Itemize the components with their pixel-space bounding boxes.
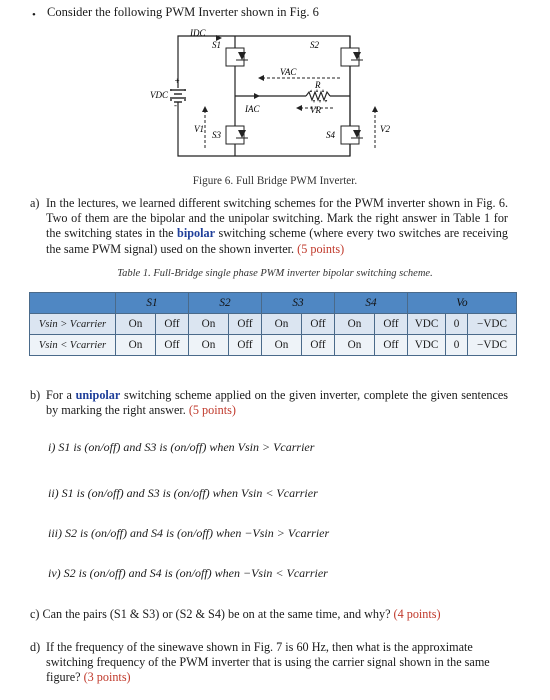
cell-option[interactable]: VDC	[408, 335, 446, 356]
label-s1: S1	[212, 40, 221, 50]
cell-option[interactable]: VDC	[408, 314, 446, 335]
label-vr: VR	[310, 105, 321, 115]
cell-option[interactable]: Off	[302, 314, 335, 335]
label-vac: VAC	[280, 67, 297, 77]
row-condition: Vsin > Vcarrier	[30, 314, 116, 335]
label-vdc: VDC	[150, 90, 168, 100]
cell-option[interactable]: On	[116, 314, 156, 335]
question-b-highlight: unipolar	[75, 388, 121, 402]
question-a-points: (5 points)	[297, 241, 345, 256]
label-plus: +	[174, 76, 181, 86]
cell-option[interactable]: Off	[156, 335, 189, 356]
switch-s1	[226, 48, 248, 66]
cell-option[interactable]: Off	[229, 335, 262, 356]
question-c-label: c)	[30, 607, 40, 621]
cell-option[interactable]: On	[335, 314, 375, 335]
header-empty	[30, 293, 116, 314]
header-s2: S2	[189, 293, 262, 314]
question-b-item-1: i) S1 is (on/off) and S3 is (on/off) when Vsin > Vcarrier	[48, 440, 315, 454]
label-v1: V1	[194, 124, 204, 134]
table-row	[30, 314, 517, 335]
cell-option[interactable]: Off	[375, 335, 408, 356]
cell-option[interactable]: Off	[156, 314, 189, 335]
intro-text: Consider the following PWM Inverter shown in Fig. 6	[47, 5, 319, 19]
question-c-text: Can the pairs (S1 & S3) or (S2 & S4) be on at the same time, and why?	[42, 607, 394, 621]
question-a-text-before: In the lectures, we learned different switching schemes for the PWM inverter shown in Fig. 6. Two of them are the bipolar and the unipolar switching. Mark the right answer in Table 1 for the switching states in the	[46, 196, 508, 241]
header-s3: S3	[262, 293, 335, 314]
cell-option[interactable]: On	[189, 314, 229, 335]
question-d	[30, 640, 508, 685]
question-d-label: d)	[30, 640, 41, 654]
question-b-text-after: switching scheme applied on the given inverter, complete the given sentences by marking the right answer.	[46, 388, 509, 417]
cell-option[interactable]: −VDC	[468, 335, 517, 356]
cell-option[interactable]: −VDC	[468, 314, 517, 335]
question-b-points: (5 points)	[188, 403, 236, 417]
switch-s4	[341, 126, 363, 144]
label-s3: S3	[212, 130, 221, 140]
question-a-label: a)	[30, 196, 40, 210]
header-vo: Vo	[408, 293, 517, 314]
circuit-diagram	[150, 28, 390, 168]
row-condition: Vsin < Vcarrier	[30, 335, 116, 356]
question-c-points: (4 points)	[393, 607, 441, 621]
header-s4: S4	[335, 293, 408, 314]
question-a-highlight: bipolar	[177, 226, 215, 241]
question-b-text-before: For a	[46, 388, 76, 402]
cell-option[interactable]: Off	[375, 314, 408, 335]
table-row	[30, 335, 517, 356]
cell-option[interactable]: 0	[446, 314, 468, 335]
question-d-text: If the frequency of the sinewave shown in Fig. 7 is 60 Hz, then what is the approximate switching frequency of the PWM inverter that is using the carrier signal shown in the same figure?	[46, 640, 490, 684]
question-a	[30, 196, 508, 257]
question-b-label: b)	[30, 388, 41, 402]
label-s4: S4	[326, 130, 335, 140]
switching-table	[29, 292, 517, 356]
label-iac: IAC	[245, 104, 260, 114]
question-b-item-3: iii) S2 is (on/off) and S4 is (on/off) when −Vsin > Vcarrier	[48, 526, 330, 540]
label-minus: -	[174, 100, 177, 110]
question-a-text-after: switching scheme (where every two switches are receiving the same PWM signal) used on the shown inverter.	[46, 226, 508, 256]
question-b-item-2: ii) S1 is (on/off) and S3 is (on/off) when Vsin < Vcarrier	[48, 486, 318, 500]
question-d-points: (3 points)	[83, 670, 131, 684]
label-v2: V2	[380, 124, 390, 134]
cell-option[interactable]: On	[189, 335, 229, 356]
label-idc: IDC	[190, 28, 206, 38]
switch-s3	[226, 126, 248, 144]
cell-option[interactable]: 0	[446, 335, 468, 356]
question-b-item-4: iv) S2 is (on/off) and S4 is (on/off) when −Vsin < Vcarrier	[48, 566, 328, 580]
table-caption: Table 1. Full-Bridge single phase PWM inverter bipolar switching scheme.	[117, 268, 433, 279]
label-r: R	[315, 80, 321, 90]
bullet: •	[32, 9, 36, 21]
switch-s2	[341, 48, 363, 66]
cell-option[interactable]: Off	[229, 314, 262, 335]
cell-option[interactable]: Off	[302, 335, 335, 356]
cell-option[interactable]: On	[335, 335, 375, 356]
header-s1: S1	[116, 293, 189, 314]
question-c	[30, 607, 441, 622]
cell-option[interactable]: On	[262, 314, 302, 335]
cell-option[interactable]: On	[116, 335, 156, 356]
figure-caption: Figure 6. Full Bridge PWM Inverter.	[192, 175, 358, 187]
cell-option[interactable]: On	[262, 335, 302, 356]
label-s2: S2	[310, 40, 319, 50]
question-b	[30, 388, 508, 418]
